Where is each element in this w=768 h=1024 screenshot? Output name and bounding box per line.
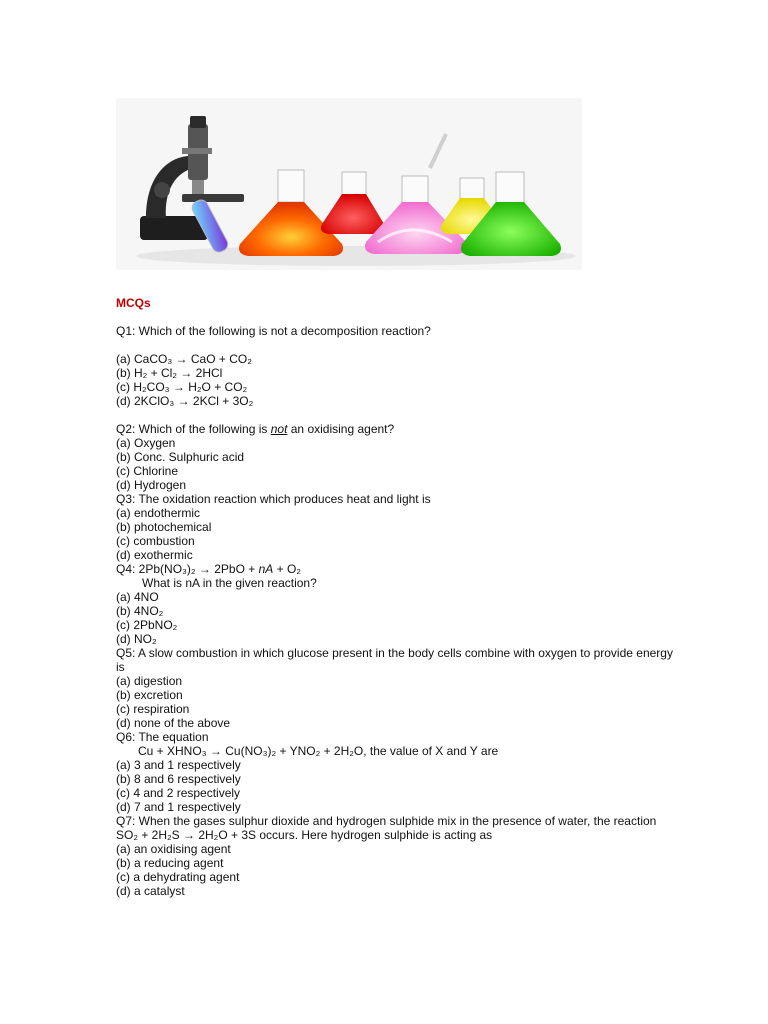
q5-option-a: (a) digestion [116,674,183,688]
question-6: Q6: The equation [116,730,209,744]
q6-option-b: (b) 8 and 6 respectively [116,772,241,786]
question-2 [116,422,676,436]
question-3: Q3: The oxidation reaction which produces heat and light is [116,492,431,506]
q1-option-a: (a) CaCO₃ → CaO + CO₂ [116,352,252,366]
q7-option-b: (b) a reducing agent [116,856,224,870]
q3-option-a: (a) endothermic [116,506,201,520]
document-body [116,296,676,898]
q1-option-b: (b) H₂ + Cl₂ → 2HCl [116,366,223,380]
q4-option-a: (a) 4NO [116,590,159,604]
q6-option-c: (c) 4 and 2 respectively [116,786,241,800]
q3-option-d: (d) exothermic [116,548,193,562]
q7-option-a: (a) an oxidising agent [116,842,231,856]
q1-option-c: (c) H₂CO₃ → H₂O + CO₂ [116,380,248,394]
q7-option-d: (d) a catalyst [116,884,185,898]
q3-option-b: (b) photochemical [116,520,212,534]
q3-option-c: (c) combustion [116,534,195,548]
q4-option-d: (d) NO₂ [116,632,157,646]
question-4-equation [116,562,676,576]
q2-emphasis: not [270,422,288,436]
q4-option-c: (c) 2PbNO₂ [116,618,178,632]
q2-suffix: an oxidising agent? [287,422,395,436]
q2-option-d: (d) Hydrogen [116,478,187,492]
lab-glassware-image [116,98,582,270]
question-5: Q5: A slow combustion in which glucose present in the body cells combine with oxygen to provide energy is [116,646,673,674]
q1-option-d: (d) 2KClO₃ → 2KCl + 3O₂ [116,394,254,408]
q2-option-c: (c) Chlorine [116,464,179,478]
q6-option-d: (d) 7 and 1 respectively [116,800,241,814]
question-7: Q7: When the gases sulphur dioxide and hydrogen sulphide mix in the presence of water, the reaction SO₂ + 2H₂S → 2H₂O + 3S occurs. Here hydrogen sulphide is acting as [116,814,657,842]
q4-eq-suffix: + O₂ [273,562,301,576]
q5-option-d: (d) none of the above [116,716,231,730]
q6-option-a: (a) 3 and 1 respectively [116,758,241,772]
q4-eq-prefix: Q4: 2Pb(NO₃)₂ → 2PbO + [116,562,259,576]
q4-option-b: (b) 4NO₂ [116,604,164,618]
q7-option-c: (c) a dehydrating agent [116,870,240,884]
q4-eq-emphasis: nA [258,562,274,576]
q2-prefix: Q2: Which of the following is [116,422,271,436]
question-4: What is nA in the given reaction? [142,576,317,590]
q5-option-b: (b) excretion [116,688,183,702]
q6-equation: Cu + XHNO₃ → Cu(NO₃)₂ + YNO₂ + 2H₂O, the value of X and Y are [138,744,499,758]
question-1: Q1: Which of the following is not a decomposition reaction? [116,324,431,338]
q2-option-a: (a) Oxygen [116,436,176,450]
page-title: MCQs [116,296,151,310]
q2-option-b: (b) Conc. Sulphuric acid [116,450,245,464]
q5-option-c: (c) respiration [116,702,190,716]
